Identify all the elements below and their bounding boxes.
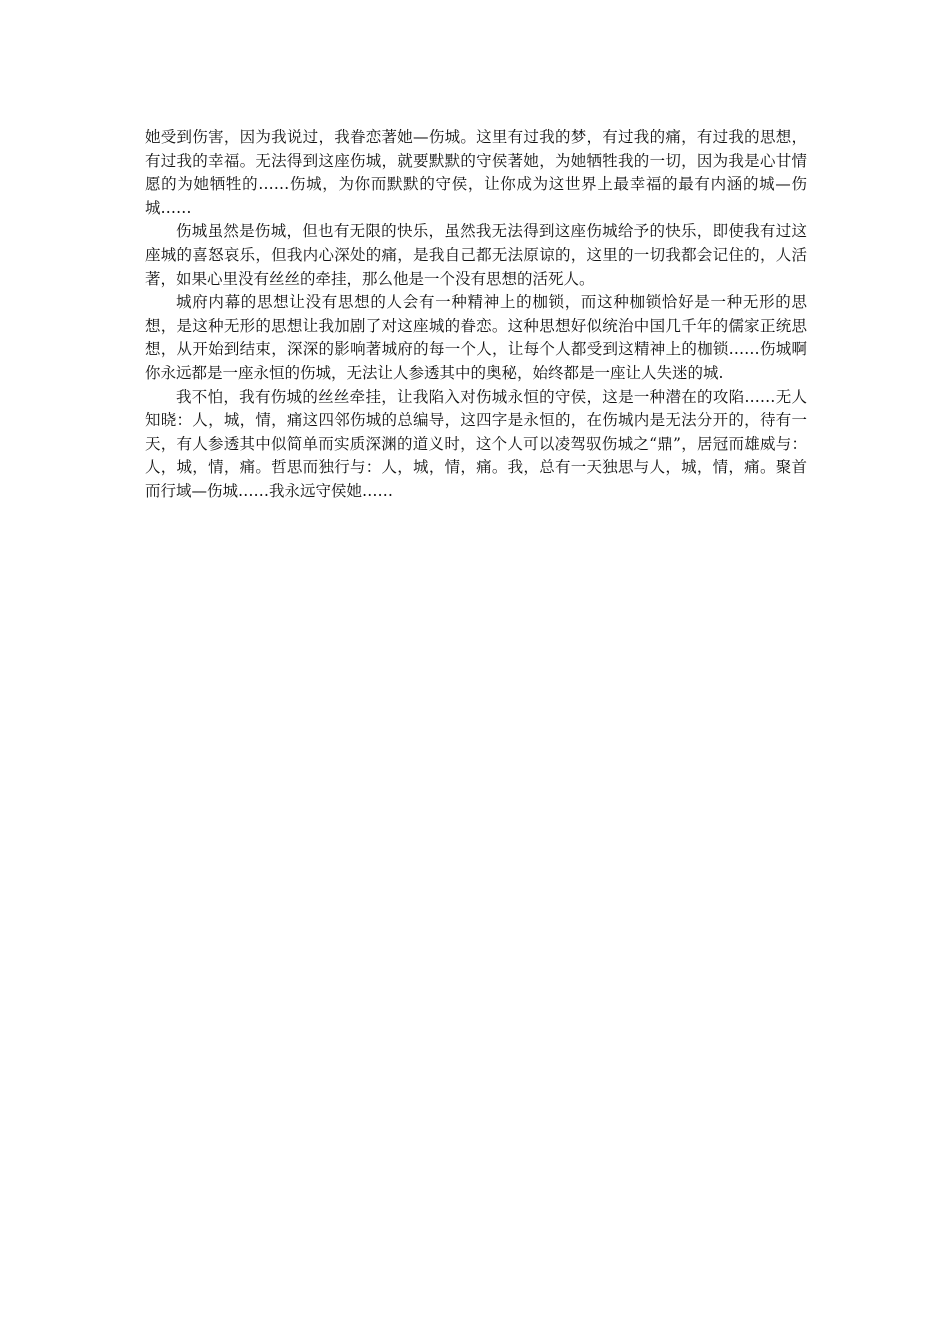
paragraph-4: 我不怕，我有伤城的丝丝牵挂，让我陷入对伤城永恒的守侯，这是一种潜在的攻陷……无人知晓：人，城，情，痛这四邻伤城的总编导，这四字是永恒的，在伤城内是无法分开的，待有一天，有人参透其中似简单而实质深渊的道义时，这个人可以凌驾驭伤城之“鼎”，居冠而雄威与：人，城，情，痛。哲思而独行与：人，城，情，痛。我，总有一天独思与人，城，情，痛。聚首而行域—伤城……我永远守侯她…… (145, 387, 807, 500)
body-text (145, 126, 807, 504)
paragraph-1: 她受到伤害，因为我说过，我眷恋著她—伤城。这里有过我的梦，有过我的痛，有过我的思想，有过我的幸福。无法得到这座伤城，就要默默的守侯著她，为她牺牲我的一切，因为我是心甘情愿的为她牺牲的……伤城，为你而默默的守侯，让你成为这世界上最幸福的最有内涵的城—伤城…… (145, 128, 807, 217)
paragraph-2: 伤城虽然是伤城，但也有无限的快乐，虽然我无法得到这座伤城给予的快乐，即使我有过这座城的喜怒哀乐，但我内心深处的痛，是我自己都无法原谅的，这里的一切我都会记住的，人活著，如果心里没有丝丝的牵挂，那么他是一个没有思想的活死人。 (145, 222, 807, 288)
paragraph-3: 城府内幕的思想让没有思想的人会有一种精神上的枷锁，而这种枷锁恰好是一种无形的思想，是这种无形的思想让我加剧了对这座城的眷恋。这种思想好似统治中国几千年的儒家正统思想，从开始到结束，深深的影响著城府的每一个人，让每个人都受到这精神上的枷锁……伤城啊你永远都是一座永恒的伤城，无法让人参透其中的奥秘，始终都是一座让人失迷的城. (145, 293, 807, 382)
